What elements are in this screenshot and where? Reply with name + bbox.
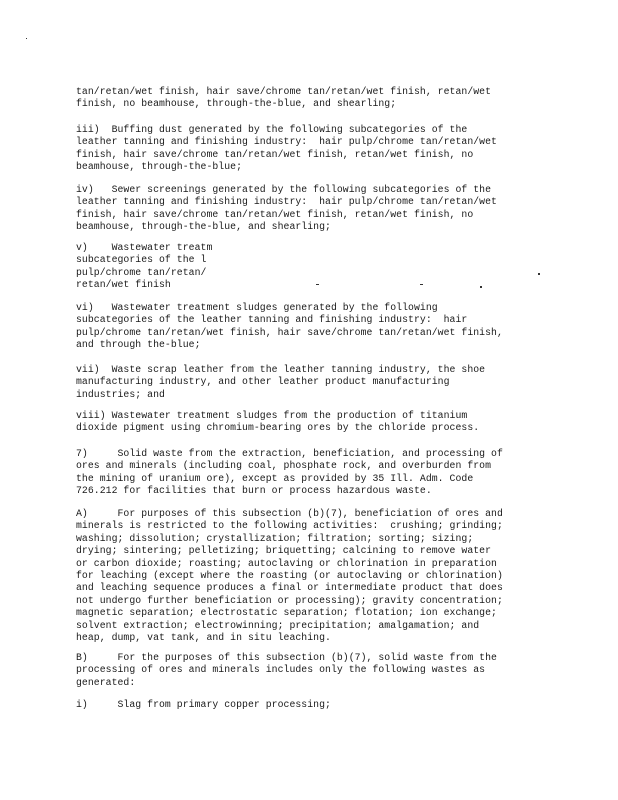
paragraph-viii-titanium-dioxide: viii) Wastewater treatment sludges from the production of titanium dioxide pigment using chromium-bearing ores by the chloride process.: [76, 410, 480, 434]
paragraph-ii-continuation: tan/retan/wet finish, hair save/chrome tan/retan/wet finish, retan/wet finish, no beamhouse, through-the-blue, and shearling;: [76, 86, 492, 110]
scan-speck: [420, 284, 423, 285]
paragraph-a-beneficiation: A) For purposes of this subsection (b)(7), beneficiation of ores and minerals is restricted to the following activities: crushing; grinding; washing; dissolution; crystallization; filtration; sorting; sizing; drying; sintering; pelletizing; briquetting; calcining to remove water or carbon dioxide; roasting; autoclaving or chlorination in preparation for leaching (except where the roasting (or autoclaving or chlorination) and leaching sequence produces a final or intermediate product that does not undergo further beneficiation or processing); gravity concentration; magnetic separation; electrostatic separation; flotation; ion exchange; solvent extraction; electrowinning; precipitation; amalgamation; and heap, dump, vat tank, and in situ leaching.: [76, 508, 503, 644]
scan-speck: [316, 284, 319, 285]
paragraph-v-wastewater-truncated: v) Wastewater treatm subcategories of the l pulp/chrome tan/retan/ retan/wet finish: [76, 242, 213, 291]
paragraph-iii-buffing-dust: iii) Buffing dust generated by the following subcategories of the leather tanning and finishing industry: hair pulp/chrome tan/retan/wet finish, hair save/chrome tan/retan/wet finish, retan/wet finish, no beamhouse, through-the-blue;: [76, 124, 497, 173]
paragraph-iv-sewer-screenings: iv) Sewer screenings generated by the following subcategories of the leather tanning and finishing industry: hair pulp/chrome tan/retan/wet finish, hair save/chrome tan/retan/wet finish, retan/wet finish, no beamhouse, through-the-blue, and shearling;: [76, 184, 497, 233]
paragraph-vi-wastewater-sludges: vi) Wastewater treatment sludges generated by the following subcategories of the leather tanning and finishing industry: hair pulp/chrome tan/retan/wet finish, hair save/chrome tan/retan/wet finish, and through the-blue;: [76, 302, 503, 351]
scan-speck: [538, 273, 540, 275]
paragraph-vii-waste-scrap-leather: vii) Waste scrap leather from the leather tanning industry, the shoe manufacturing industry, and other leather product manufacturing industries; and: [76, 364, 486, 400]
scan-speck: [480, 286, 482, 288]
paragraph-i-slag: i) Slag from primary copper processing;: [76, 699, 331, 710]
paragraph-b-processing: B) For the purposes of this subsection (b)(7), solid waste from the processing of ores and minerals includes only the following wastes as generated:: [76, 652, 497, 688]
paragraph-7-solid-waste: 7) Solid waste from the extraction, beneficiation, and processing of ores and minerals (including coal, phosphate rock, and overburden from the mining of uranium ore), except as provided by 35 Ill. Adm. Code 726.212 for facilities that burn or process hazardous waste.: [76, 448, 503, 497]
scan-speck: [26, 38, 27, 39]
